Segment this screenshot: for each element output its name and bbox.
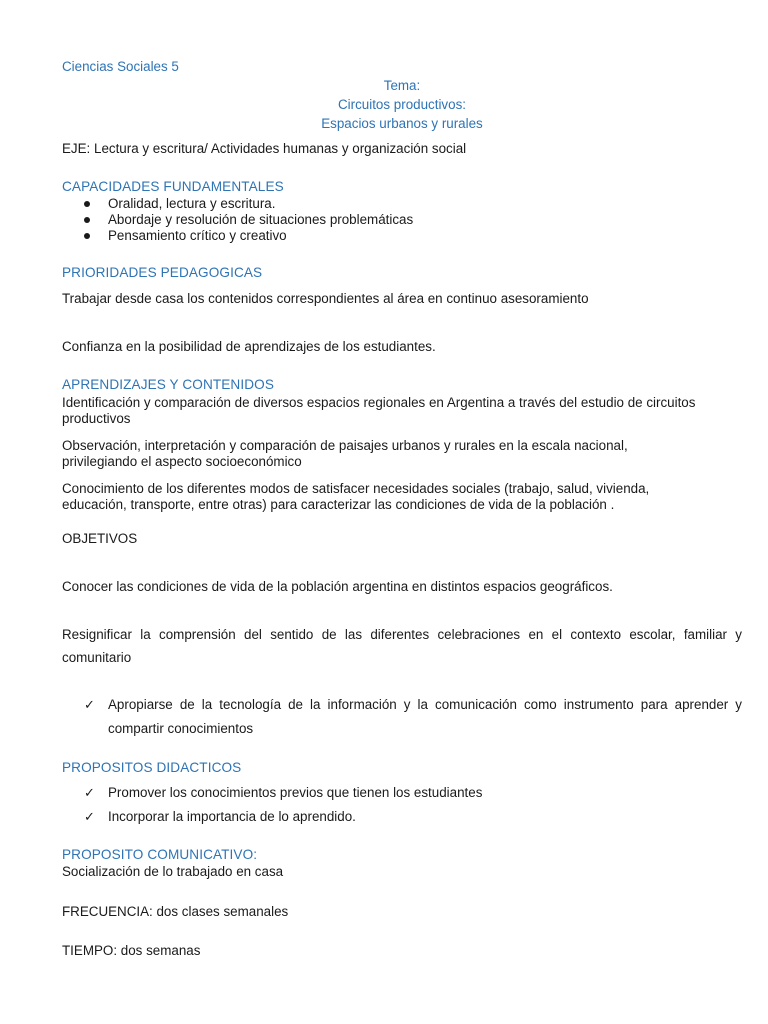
checkmark-icon: ✓ — [84, 809, 95, 824]
list-item: ✓ Promover los conocimientos previos que tienen los estudiantes — [62, 781, 482, 805]
objetivos-paragraph-1: Conocer las condiciones de vida de la población argentina en distintos espacios geográficos. — [62, 579, 613, 594]
objetivos-p2-line2: comunitario — [62, 650, 132, 665]
tiempo-line: TIEMPO: dos semanas — [62, 943, 201, 958]
prioridades-heading: PRIORIDADES PEDAGOGICAS — [62, 265, 263, 280]
checkmark-icon: ✓ — [84, 697, 95, 712]
propositos-list — [62, 781, 482, 829]
objetivos-check-list — [62, 693, 742, 741]
eje-line: EJE: Lectura y escritura/ Actividades humanas y organización social — [62, 141, 467, 156]
bullet-icon — [84, 217, 90, 223]
aprendizajes-heading: APRENDIZAJES Y CONTENIDOS — [62, 377, 274, 392]
frecuencia-line: FRECUENCIA: dos clases semanales — [62, 904, 289, 919]
aprendizajes-p3-line2: educación, transporte, entre otras) para caracterizar las condiciones de vida de la población . — [62, 497, 615, 512]
document-page — [62, 0, 742, 1024]
objetivos-p2-line1: Resignificar la comprensión del sentido de las diferentes celebraciones en el contexto escolar, familiar y — [62, 627, 742, 642]
propositos-heading: PROPOSITOS DIDACTICOS — [62, 760, 242, 775]
tema-line-2: Espacios urbanos y rurales — [321, 116, 483, 131]
comunicativo-heading: PROPOSITO COMUNICATIVO: — [62, 847, 258, 862]
aprendizajes-p1-line2: productivos — [62, 411, 131, 426]
list-item: Abordaje y resolución de situaciones problemáticas — [62, 212, 413, 228]
list-item: ✓ Apropiarse de la tecnología de la información y la comunicación como instrumento para aprender y compartir conocimientos — [62, 693, 742, 741]
capacidades-list — [62, 196, 413, 244]
bullet-icon — [84, 201, 90, 207]
checkmark-icon: ✓ — [84, 785, 95, 800]
capacidades-heading: CAPACIDADES FUNDAMENTALES — [62, 179, 284, 194]
subject-title: Ciencias Sociales 5 — [62, 59, 179, 74]
objetivos-heading: OBJETIVOS — [62, 531, 138, 546]
aprendizajes-p3-line1: Conocimiento de los diferentes modos de satisfacer necesidades sociales (trabajo, salud, vivienda, — [62, 481, 650, 496]
aprendizajes-p2-line1: Observación, interpretación y comparación de paisajes urbanos y rurales en la escala nacional, — [62, 438, 628, 453]
comunicativo-text: Socialización de lo trabajado en casa — [62, 864, 284, 879]
tema-line-1: Circuitos productivos: — [337, 97, 466, 112]
prioridades-paragraph-2: Confianza en la posibilidad de aprendizajes de los estudiantes. — [62, 339, 436, 354]
bullet-icon — [84, 233, 90, 239]
prioridades-paragraph-1: Trabajar desde casa los contenidos correspondientes al área en continuo asesoramiento — [62, 291, 589, 306]
aprendizajes-p1-line1: Identificación y comparación de diversos espacios regionales en Argentina a través del estudio de circuitos — [62, 395, 696, 410]
tema-label: Tema: — [383, 78, 421, 93]
list-item: Pensamiento crítico y creativo — [62, 228, 413, 244]
aprendizajes-p2-line2: privilegiando el aspecto socioeconómico — [62, 454, 302, 469]
list-item: ✓ Incorporar la importancia de lo aprendido. — [62, 805, 482, 829]
list-item: Oralidad, lectura y escritura. — [62, 196, 413, 212]
